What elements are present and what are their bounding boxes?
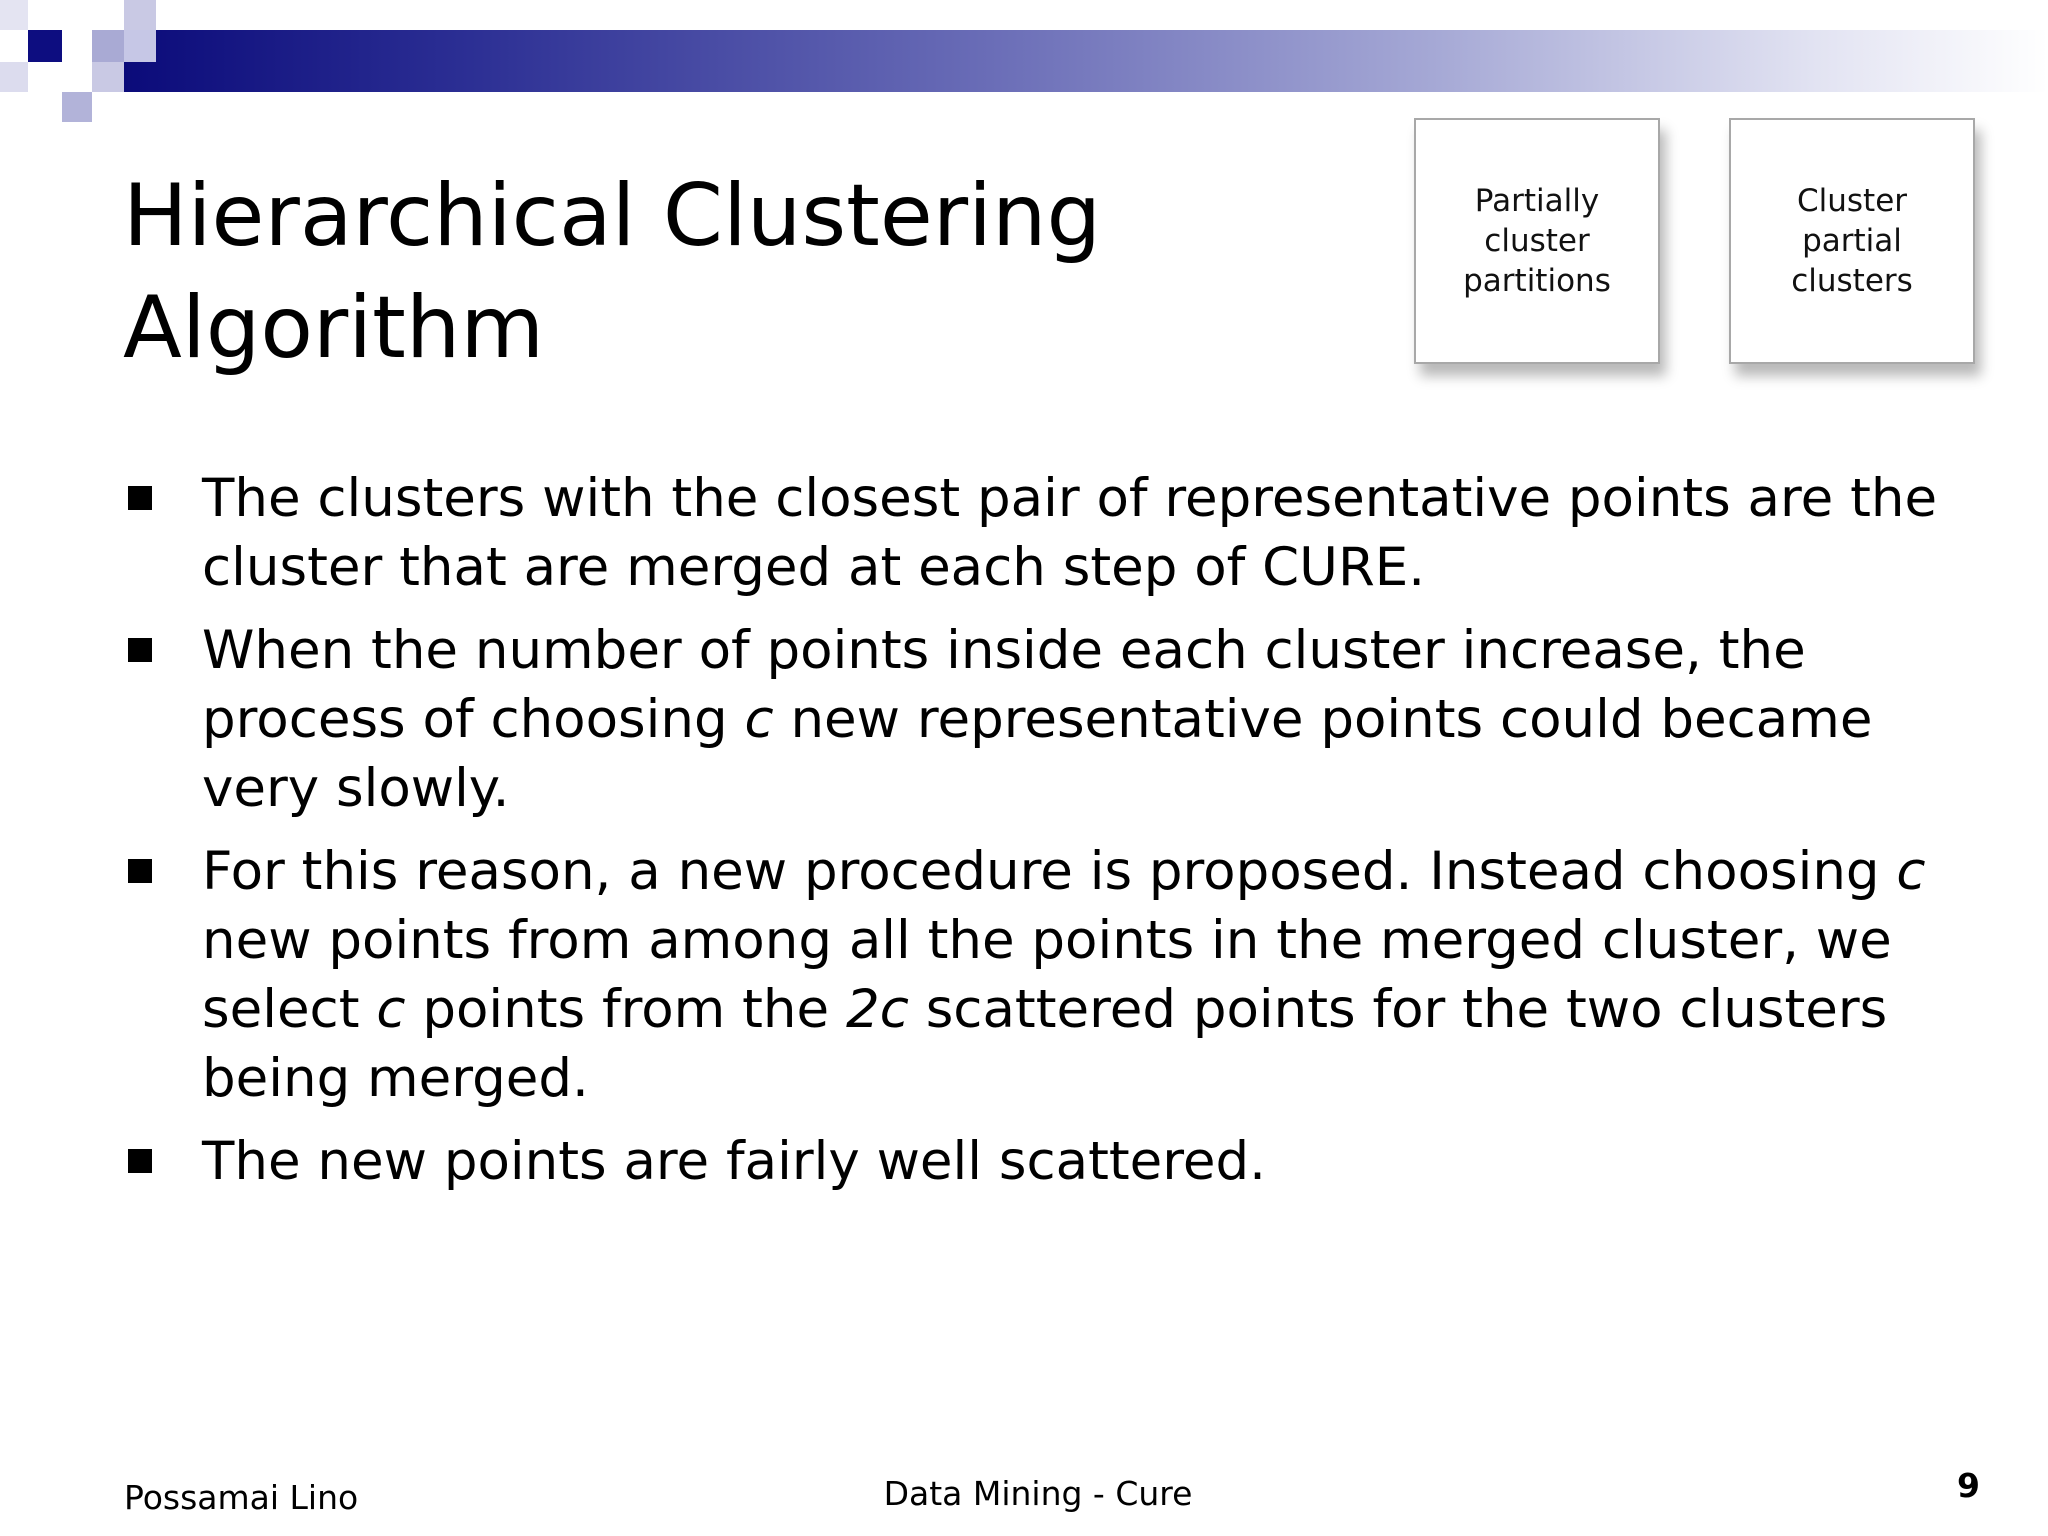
variable-c: c <box>1896 841 1926 902</box>
page-number: 9 <box>1957 1466 1980 1505</box>
bullet-square-icon <box>128 1149 152 1173</box>
bullet-text: new representative points could became very slowly. <box>202 689 1873 819</box>
header-gradient-bar <box>124 30 2048 92</box>
header-square <box>92 30 124 62</box>
slide-title-line-1: Hierarchical Clustering <box>123 166 1102 266</box>
footer-title: Data Mining - Cure <box>883 1474 1193 1513</box>
bullet-text: The new points are fairly well scattered. <box>202 1131 1266 1192</box>
bullet-item <box>126 464 1986 602</box>
header-square <box>28 30 62 62</box>
header-square <box>0 0 28 30</box>
bullet-item <box>126 837 1986 1113</box>
variable-c: c <box>744 689 774 750</box>
bullet-square-icon <box>128 638 152 662</box>
footer-author: Possamai Lino <box>124 1478 359 1517</box>
bullet-item <box>126 1127 1986 1196</box>
bullet-text: The clusters with the closest pair of representative points are the cluster that are merged at each step of CURE. <box>202 468 1938 598</box>
bullet-text: When the number of points inside each cluster increase, the process of choosing <box>202 620 1806 750</box>
bullet-square-icon <box>128 859 152 883</box>
flow-box-label: Cluster partial clusters <box>1791 183 1913 299</box>
bullet-list <box>126 464 1986 1210</box>
header-square <box>0 62 28 92</box>
header-square <box>124 0 156 30</box>
slide-title-line-2: Algorithm <box>123 278 545 378</box>
flow-box-partially-cluster-partitions <box>1414 118 1660 364</box>
bullet-text: For this reason, a new procedure is proposed. Instead choosing <box>202 841 1897 902</box>
variable-2c: 2c <box>845 979 909 1040</box>
slide-title <box>123 160 1323 384</box>
header-square <box>62 92 92 122</box>
flow-box-cluster-partial-clusters <box>1729 118 1975 364</box>
bullet-text: new points from among all the points in the merged cluster, we select <box>202 910 1892 1040</box>
variable-c: c <box>376 979 406 1040</box>
bullet-text: points from the <box>405 979 846 1040</box>
flow-box-label: Partially cluster partitions <box>1463 183 1611 299</box>
header-square <box>124 30 156 62</box>
bullet-text: scattered points for the two clusters being merged. <box>202 979 1888 1109</box>
bullet-item <box>126 616 1986 823</box>
bullet-square-icon <box>128 486 152 510</box>
header-square <box>92 62 124 92</box>
